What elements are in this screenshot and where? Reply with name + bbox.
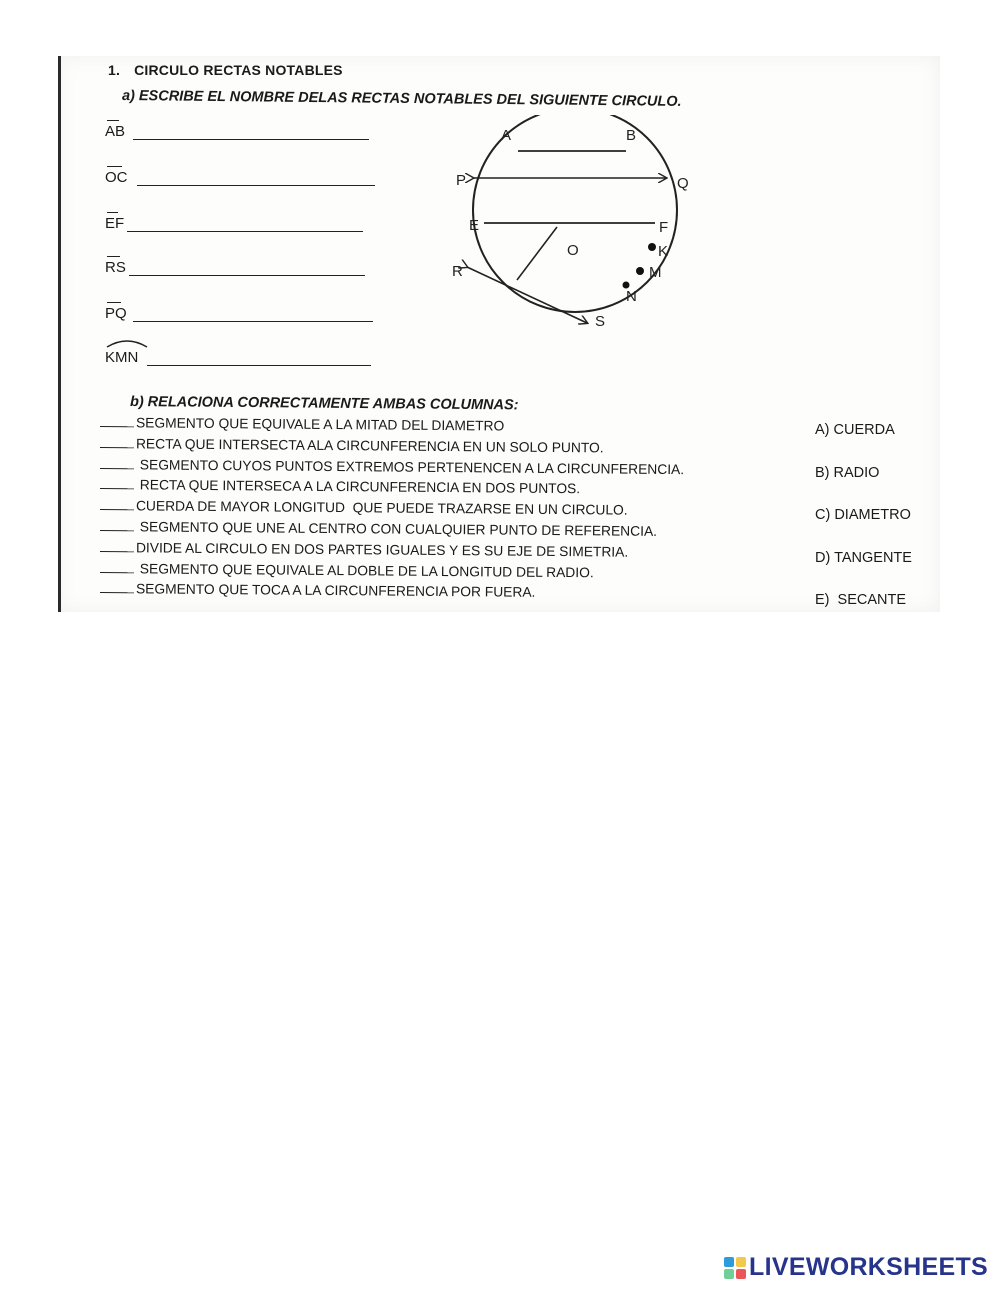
segment-label [105,349,138,366]
segment-bar-mark [107,256,120,257]
liveworksheets-brand [724,1253,988,1282]
option-item: A) CUERDA [815,422,895,438]
arc-mark-icon [105,337,149,349]
statement-text: SEGMENTO QUE EQUIVALE A LA MITAD DEL DIAMETRO [135,415,505,434]
segment-label [105,169,128,186]
segment-label [105,123,125,140]
segment-bar-mark [107,166,122,167]
title-number: 1. [108,62,121,78]
option-item: E) SECANTE [815,592,907,608]
part-b-instruction: b) RELACIONA CORRECTAMENTE AMBAS COLUMNAS: [129,394,519,414]
point-k [648,243,656,251]
answer-row [105,166,385,188]
label-e: E [469,217,480,234]
label-k: K [658,243,669,260]
match-blank[interactable] [100,592,134,593]
segment-label-text: RS [105,259,126,276]
match-blank[interactable] [100,530,134,531]
label-r: R [452,263,463,280]
option-item: D) TANGENTE [815,549,912,566]
segment-label-text: KMN [105,349,139,366]
answer-row [105,346,385,368]
match-blank[interactable] [100,468,134,469]
match-blank[interactable] [100,572,134,573]
option-item: C) DIAMETRO [815,507,911,523]
statement-text: DIVIDE AL CIRCULO EN DOS PARTES IGUALES Y ES SU EJE DE SIMETRIA. [135,540,629,560]
answer-blank[interactable] [127,231,363,232]
match-blank[interactable] [100,426,134,427]
segment-bar-mark [107,120,119,121]
label-s: S [595,313,606,330]
segment-label [105,215,124,232]
segment-bar-mark [107,302,121,303]
segment-label-text: EF [105,215,125,232]
title-text: CIRCULO RECTAS NOTABLES [134,62,343,78]
label-n: N [626,288,637,305]
segment-label-text: OC [105,169,128,186]
answer-blank[interactable] [129,275,365,276]
match-blank[interactable] [100,551,134,552]
match-blank[interactable] [100,447,134,448]
segment-label-text: AB [105,123,126,140]
label-b: B [626,127,637,144]
statement-text: SEGMENTO CUYOS PUNTOS EXTREMOS PERTENENCEN A LA CIRCUNFERENCIA. [135,456,685,477]
statement-text: RECTA QUE INTERSECA A LA CIRCUNFERENCIA EN DOS PUNTOS. [135,477,581,497]
statement-text: SEGMENTO QUE UNE AL CENTRO CON CUALQUIER PUNTO DE REFERENCIA. [135,519,658,539]
circle [473,115,677,312]
statement-text: RECTA QUE INTERSECTA ALA CIRCUNFERENCIA EN UN SOLO PUNTO. [135,436,604,456]
answer-blank[interactable] [133,139,369,140]
label-a: A [501,127,512,144]
circle-diagram [440,115,710,335]
point-m [636,267,644,275]
answer-blank[interactable] [137,185,375,186]
segment-label [105,305,127,322]
answer-blank[interactable] [133,321,373,322]
radius-oc [517,227,557,280]
segment-label-text: PQ [105,305,127,322]
brand-text: LIVEWORKSHEETS [749,1253,988,1281]
label-m: M [649,264,662,281]
answer-blank[interactable] [147,365,371,366]
statement-text: CUERDA DE MAYOR LONGITUD QUE PUEDE TRAZARSE EN UN CIRCULO. [135,498,628,518]
part-a-instruction: a) ESCRIBE EL NOMBRE DELAS RECTAS NOTABLES DEL SIGUIENTE CIRCULO. [121,88,682,110]
answer-row [105,120,385,142]
statement-text: SEGMENTO QUE EQUIVALE AL DOBLE DE LA LONGITUD DEL RADIO. [135,560,594,580]
label-o: O [567,242,579,259]
answer-row [105,256,385,278]
scan-edge-shadow [58,56,61,612]
match-blank[interactable] [100,509,134,510]
option-item: B) RADIO [815,464,880,481]
match-blank[interactable] [100,488,134,489]
answer-row [105,212,385,234]
segment-bar-mark [107,212,118,213]
label-f: F [659,219,669,236]
worksheet-title [108,62,343,78]
statement-text: SEGMENTO QUE TOCA A LA CIRCUNFERENCIA POR FUERA. [135,581,536,601]
label-q: Q [677,175,689,192]
tangent-rs [467,267,587,323]
label-p: P [456,172,467,189]
segment-label [105,259,126,276]
liveworksheets-logo-icon [724,1257,746,1279]
answer-row [105,302,385,324]
